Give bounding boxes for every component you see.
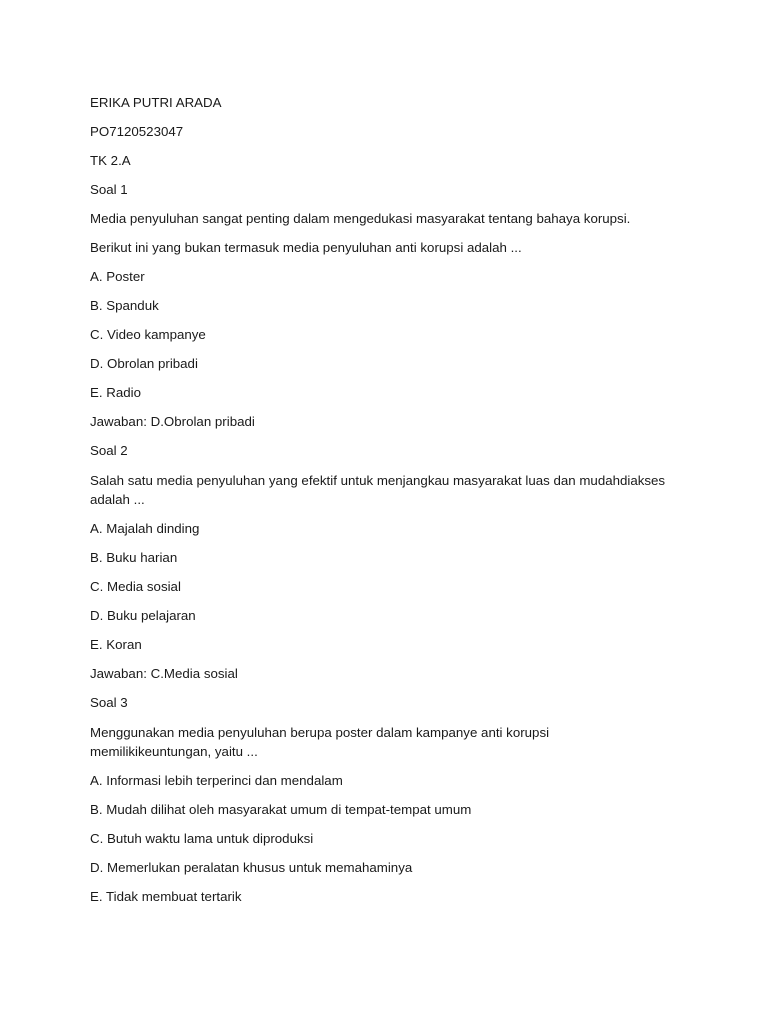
question-1-option-b: B. Spanduk bbox=[90, 298, 159, 313]
question-3-option-b: B. Mudah dilihat oleh masyarakat umum di tempat-tempat umum bbox=[90, 802, 472, 817]
student-class: TK 2.A bbox=[90, 153, 131, 168]
question-1-option-c: C. Video kampanye bbox=[90, 327, 206, 342]
question-1-option-e: E. Radio bbox=[90, 385, 141, 400]
question-2-option-c: C. Media sosial bbox=[90, 579, 181, 594]
question-2-option-e: E. Koran bbox=[90, 637, 142, 652]
document-body bbox=[90, 94, 670, 917]
question-2-answer: Jawaban: C.Media sosial bbox=[90, 666, 238, 681]
question-3-prompt: Menggunakan media penyuluhan berupa poster dalam kampanye anti korupsi memilikikeuntungan, yaitu ... bbox=[90, 725, 550, 759]
question-3-option-e: E. Tidak membuat tertarik bbox=[90, 889, 242, 904]
question-2-title: Soal 2 bbox=[90, 443, 128, 458]
question-3-option-a: A. Informasi lebih terperinci dan mendalam bbox=[90, 773, 343, 788]
student-name: ERIKA PUTRI ARADA bbox=[90, 95, 222, 110]
question-1-prompt: Berikut ini yang bukan termasuk media penyuluhan anti korupsi adalah ... bbox=[90, 240, 522, 255]
question-1-title: Soal 1 bbox=[90, 182, 128, 197]
question-3-option-d: D. Memerlukan peralatan khusus untuk memahaminya bbox=[90, 860, 413, 875]
question-2-option-b: B. Buku harian bbox=[90, 550, 178, 565]
question-3-title: Soal 3 bbox=[90, 695, 128, 710]
question-2-option-d: D. Buku pelajaran bbox=[90, 608, 196, 623]
question-2-prompt: Salah satu media penyuluhan yang efektif untuk menjangkau masyarakat luas dan mudahdiakses adalah ... bbox=[90, 473, 666, 507]
question-1-option-a: A. Poster bbox=[90, 269, 145, 284]
question-1-intro: Media penyuluhan sangat penting dalam mengedukasi masyarakat tentang bahaya korupsi. bbox=[90, 211, 631, 226]
question-3-option-c: C. Butuh waktu lama untuk diproduksi bbox=[90, 831, 314, 846]
student-id: PO7120523047 bbox=[90, 124, 184, 139]
question-1-answer: Jawaban: D.Obrolan pribadi bbox=[90, 414, 255, 429]
question-1-option-d: D. Obrolan pribadi bbox=[90, 356, 198, 371]
question-2-option-a: A. Majalah dinding bbox=[90, 521, 200, 536]
